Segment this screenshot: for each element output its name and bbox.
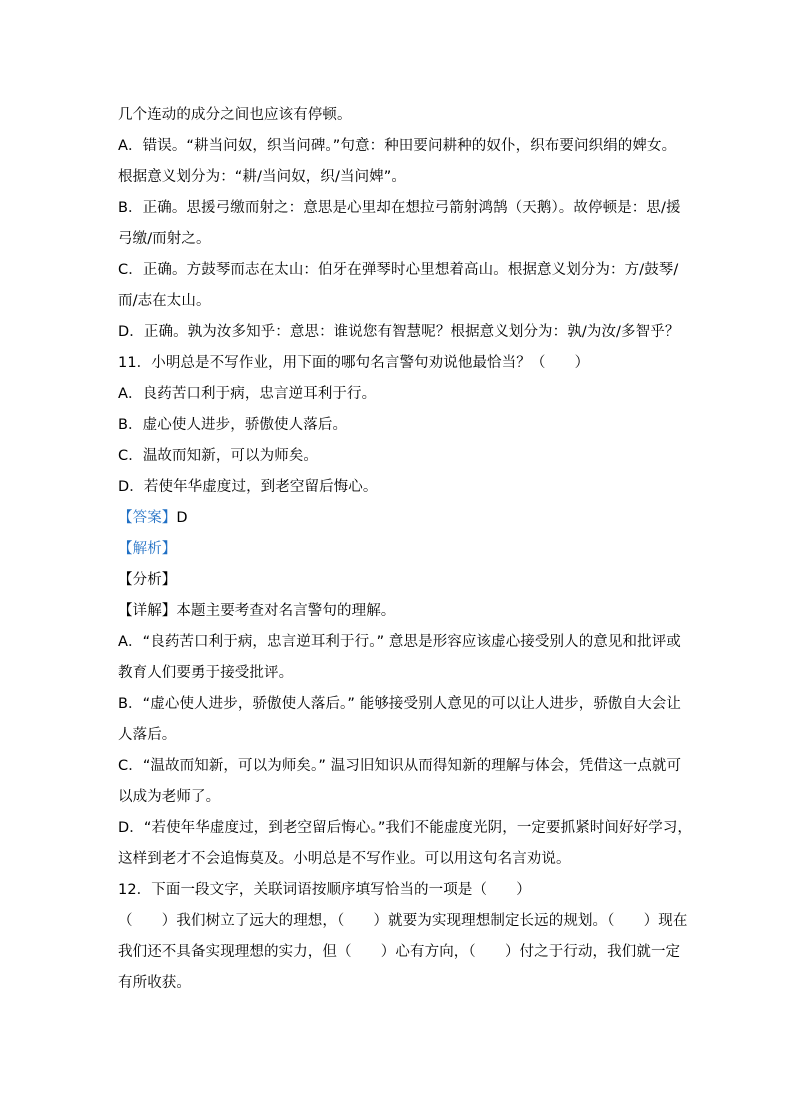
question-11: 11．小明总是不写作业，用下面的哪句名言警句劝说他最恰当？（ ）	[118, 355, 590, 371]
text-line: 这样到老才不会追悔莫及。小明总是不写作业。可以用这句名言劝说。	[118, 851, 571, 867]
text-line: 人落后。	[118, 727, 177, 743]
question-12: 12．下面一段文字，关联词语按顺序填写恰当的一项是（ ）	[118, 882, 531, 898]
fenxi-tag: 【分析】	[118, 572, 177, 588]
analysis-line	[118, 534, 678, 565]
option-a-explanation: A．错误。“耕当问奴，织当问碑。”句意：种田要问耕种的奴仆，织布要问织绢的婢女。	[118, 138, 677, 154]
answer-value: D	[176, 510, 188, 526]
option-d-explanation: D．正确。孰为汝多知乎：意思：谁说您有智慧呢？根据意义划分为：孰/为汝/多智乎？	[118, 324, 680, 340]
text-line: 根据意义划分为：“耕/当问奴，织/当问婢”。	[118, 169, 406, 185]
question-12-passage: （ ）我们树立了远大的理想，（ ）就要为实现理想制定长远的规划。（ ）现在	[118, 913, 688, 929]
question-11-option-b: B．虚心使人进步，骄傲使人落后。	[118, 417, 348, 433]
text-line: 几个连动的成分之间也应该有停顿。	[118, 107, 352, 123]
question-11-option-c: C．温故而知新，可以为师矣。	[118, 448, 319, 464]
text-line: 以成为老师了。	[118, 789, 221, 805]
question-11-option-d: D．若使年华虚度过，到老空留后悔心。	[118, 479, 378, 495]
detail-text: 本题主要考查对名言警句的理解。	[176, 603, 396, 619]
detail-option-a: A．“良药苦口利于病，忠言逆耳利于行。” 意思是形容应该虚心接受别人的意见和批评或	[118, 634, 681, 650]
question-12-passage: 有所收获。	[118, 975, 191, 991]
text-line: 弓缴/而射之。	[118, 231, 211, 247]
analysis-tag: 【解析】	[118, 541, 177, 557]
detail-tag: 【详解】	[118, 603, 177, 619]
fenxi-line	[118, 565, 678, 596]
answer-line	[118, 503, 678, 534]
document-body	[118, 100, 693, 999]
detail-option-c: C．“温故而知新，可以为师矣。” 温习旧知识从而得知新的理解与体会，凭借这一点就可	[118, 758, 682, 774]
detail-line	[118, 596, 678, 627]
option-c-explanation: C．正确。方鼓琴而志在太山：伯牙在弹琴时心里想着高山。根据意义划分为：方/鼓琴/	[118, 262, 679, 278]
detail-option-b: B．“虚心使人进步，骄傲使人落后。” 能够接受别人意见的可以让人进步，骄傲自大会让	[118, 696, 681, 712]
text-line: 教育人们要勇于接受批评。	[118, 665, 294, 681]
option-b-explanation: B．正确。思援弓缴而射之：意思是心里却在想拉弓箭射鸿鹄（天鹅）。故停顿是：思/援	[118, 200, 681, 216]
text-line: 而/志在太山。	[118, 293, 211, 309]
answer-tag: 【答案】	[118, 510, 177, 526]
question-11-option-a: A．良药苦口利于病，忠言逆耳利于行。	[118, 386, 377, 402]
question-12-passage: 我们还不具备实现理想的实力，但（ ）心有方向，（ ）付之于行动，我们就一定	[118, 944, 681, 960]
detail-option-d: D．“若使年华虚度过，到老空留后悔心。”我们不能虚度光阴，一定要抓紧时间好好学习，	[118, 820, 693, 836]
